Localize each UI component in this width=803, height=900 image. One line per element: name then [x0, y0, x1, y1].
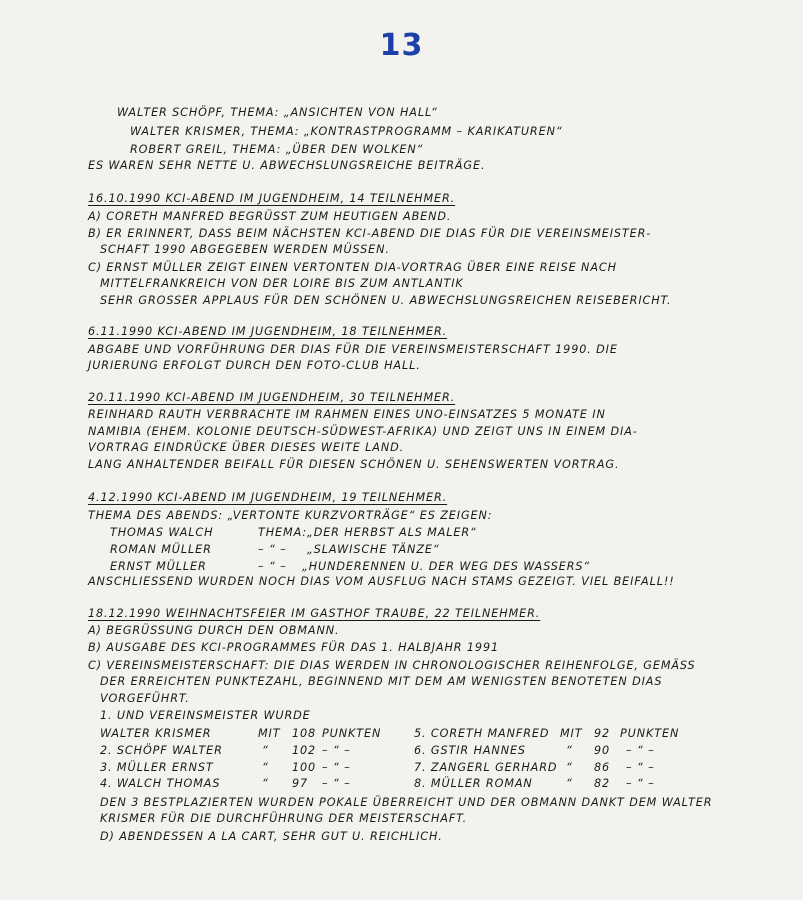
rank-pre: MIT — [258, 727, 281, 740]
entry-line: VORGEFÜHRT. — [100, 692, 190, 705]
entry-line: A) BEGRÜSSUNG DURCH DEN OBMANN. — [88, 624, 340, 637]
rank-name: 2. SCHÖPF WALTER — [100, 744, 223, 757]
rank-name: 8. MÜLLER ROMAN — [414, 777, 533, 790]
talk-presenter: ERNST MÜLLER — [110, 560, 207, 573]
rank-pre: “ — [566, 777, 573, 790]
rank-pre: “ — [262, 777, 269, 790]
rank-points: 90 — [594, 744, 611, 757]
entry-line: MITTELFRANKREICH VON DER LOIRE BIS ZUM ANTLANTIK — [100, 277, 464, 290]
talk-presenter: THOMAS WALCH — [110, 526, 214, 539]
rank-points: 102 — [292, 744, 317, 757]
rank-post: PUNKTEN — [620, 727, 680, 740]
rank-points: 82 — [594, 777, 611, 790]
rank-points: 97 — [292, 777, 309, 790]
rank-points: 86 — [594, 761, 611, 774]
entry-line: LANG ANHALTENDER BEIFALL FÜR DIESEN SCHÖNEN U. SEHENSWERTEN VORTRAG. — [88, 458, 620, 471]
entry-line: 1. UND VEREINSMEISTER WURDE — [100, 709, 311, 722]
entry-line: KRISMER FÜR DIE DURCHFÜHRUNG DER MEISTERSCHAFT. — [100, 812, 468, 825]
rank-pre: “ — [566, 744, 573, 757]
intro-line: ROBERT GREIL, THEMA: „ÜBER DEN WOLKEN“ — [130, 143, 424, 156]
rank-name: WALTER KRISMER — [100, 727, 212, 740]
entry-line: C) ERNST MÜLLER ZEIGT EINEN VERTONTEN DIA-VORTRAG ÜBER EINE REISE NACH — [88, 261, 617, 274]
talk-label: – “ – — [258, 543, 287, 556]
rank-post: – “ – — [626, 761, 655, 774]
rank-post: – “ – — [322, 761, 351, 774]
entry-line: DER ERREICHTEN PUNKTEZAHL, BEGINNEND MIT DEM AM WENIGSTEN BENOTETEN DIAS — [100, 675, 663, 688]
rank-points: 92 — [594, 727, 611, 740]
page-number: 13 — [379, 28, 424, 63]
entry-line: THEMA DES ABENDS: „VERTONTE KURZVORTRÄGE“ ES ZEIGEN: — [88, 509, 493, 522]
talk-topic: „SLAWISCHE TÄNZE“ — [307, 543, 440, 556]
rank-pre: “ — [262, 744, 269, 757]
talk-presenter: ROMAN MÜLLER — [110, 543, 212, 556]
entry-heading: 4.12.1990 KCI-ABEND IM JUGENDHEIM, 19 TEILNEHMER. — [88, 491, 448, 504]
rank-name: 3. MÜLLER ERNST — [100, 761, 214, 774]
entry-line: ABGABE UND VORFÜHRUNG DER DIAS FÜR DIE VEREINSMEISTERSCHAFT 1990. DIE — [88, 343, 618, 356]
entry-heading: 6.11.1990 KCI-ABEND IM JUGENDHEIM, 18 TEILNEHMER. — [88, 325, 448, 338]
entry-line: NAMIBIA (EHEM. KOLONIE DEUTSCH-SÜDWEST-AFRIKA) UND ZEIGT UNS IN EINEM DIA- — [88, 425, 638, 438]
entry-line: JURIERUNG ERFOLGT DURCH DEN FOTO-CLUB HALL. — [88, 359, 421, 372]
rank-post: – “ – — [322, 777, 351, 790]
entry-heading: 18.12.1990 WEIHNACHTSFEIER IM GASTHOF TRAUBE, 22 TEILNEHMER. — [88, 607, 541, 620]
entry-line: B) AUSGABE DES KCI-PROGRAMMES FÜR DAS 1. HALBJAHR 1991 — [88, 641, 499, 654]
intro-line: WALTER KRISMER, THEMA: „KONTRASTPROGRAMM – KARIKATUREN“ — [130, 125, 563, 138]
rank-pre: MIT — [560, 727, 583, 740]
rank-post: – “ – — [626, 777, 655, 790]
entry-line: VORTRAG EINDRÜCKE ÜBER DIESES WEITE LAND. — [88, 441, 405, 454]
rank-points: 100 — [292, 761, 317, 774]
rank-pre: “ — [566, 761, 573, 774]
entry-line: DEN 3 BESTPLAZIERTEN WURDEN POKALE ÜBERREICHT UND DER OBMANN DANKT DEM WALTER — [100, 796, 713, 809]
entry-line: REINHARD RAUTH VERBRACHTE IM RAHMEN EINES UNO-EINSATZES 5 MONATE IN — [88, 408, 606, 421]
rank-post: – “ – — [322, 744, 351, 757]
rank-name: 6. GSTIR HANNES — [414, 744, 526, 757]
talk-label: THEMA: — [258, 526, 307, 539]
entry-heading: 16.10.1990 KCI-ABEND IM JUGENDHEIM, 14 TEILNEHMER. — [88, 192, 456, 205]
rank-name: 5. CORETH MANFRED — [414, 727, 550, 740]
rank-post: PUNKTEN — [322, 727, 382, 740]
entry-line: SCHAFT 1990 ABGEGEBEN WERDEN MÜSSEN. — [100, 243, 390, 256]
entry-line: SEHR GROSSER APPLAUS FÜR DEN SCHÖNEN U. ABWECHSLUNGSREICHEN REISEBERICHT. — [100, 294, 672, 307]
entry-line: C) VEREINSMEISTERSCHAFT: DIE DIAS WERDEN IN CHRONOLOGISCHER REIHENFOLGE, GEMÄSS — [88, 659, 696, 672]
rank-points: 108 — [292, 727, 317, 740]
entry-line: B) ER ERINNERT, DASS BEIM NÄCHSTEN KCI-ABEND DIE DIAS FÜR DIE VEREINSMEISTER- — [88, 227, 652, 240]
entry-heading: 20.11.1990 KCI-ABEND IM JUGENDHEIM, 30 TEILNEHMER. — [88, 391, 456, 404]
intro-line: WALTER SCHÖPF, THEMA: „ANSICHTEN VON HALL“ — [117, 106, 438, 119]
entry-line: A) CORETH MANFRED BEGRÜSST ZUM HEUTIGEN ABEND. — [88, 210, 452, 223]
talk-topic: „HUNDERENNEN U. DER WEG DES WASSERS“ — [302, 560, 591, 573]
rank-name: 7. ZANGERL GERHARD — [414, 761, 558, 774]
talk-topic: „DER HERBST ALS MALER“ — [307, 526, 477, 539]
entry-line: ANSCHLIESSEND WURDEN NOCH DIAS VOM AUSFLUG NACH STAMS GEZEIGT. VIEL BEIFALL!! — [88, 575, 675, 588]
talk-label: – “ – — [258, 560, 287, 573]
rank-pre: “ — [262, 761, 269, 774]
entry-line: D) ABENDESSEN A LA CART, SEHR GUT U. REICHLICH. — [100, 830, 443, 843]
intro-line: ES WAREN SEHR NETTE U. ABWECHSLUNGSREICHE BEITRÄGE. — [88, 159, 486, 172]
rank-post: – “ – — [626, 744, 655, 757]
rank-name: 4. WALCH THOMAS — [100, 777, 221, 790]
